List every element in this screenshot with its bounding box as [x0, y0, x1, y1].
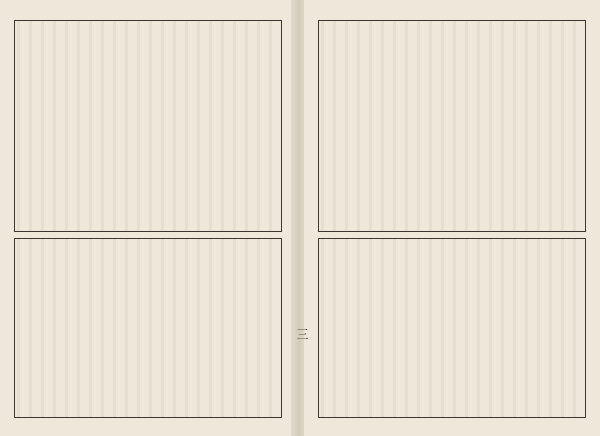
- left-bottom-panel: [14, 238, 282, 418]
- left-top-panel: [14, 20, 282, 232]
- right-page: [304, 0, 600, 436]
- left-bottom-text: [19, 243, 277, 413]
- right-top-panel: [318, 20, 586, 232]
- left-top-text: [19, 25, 277, 227]
- right-bottom-panel: [318, 238, 586, 418]
- right-top-text: [323, 25, 581, 227]
- left-page: [0, 0, 296, 436]
- page-number: 三: [295, 328, 309, 340]
- right-bottom-text: [323, 243, 581, 413]
